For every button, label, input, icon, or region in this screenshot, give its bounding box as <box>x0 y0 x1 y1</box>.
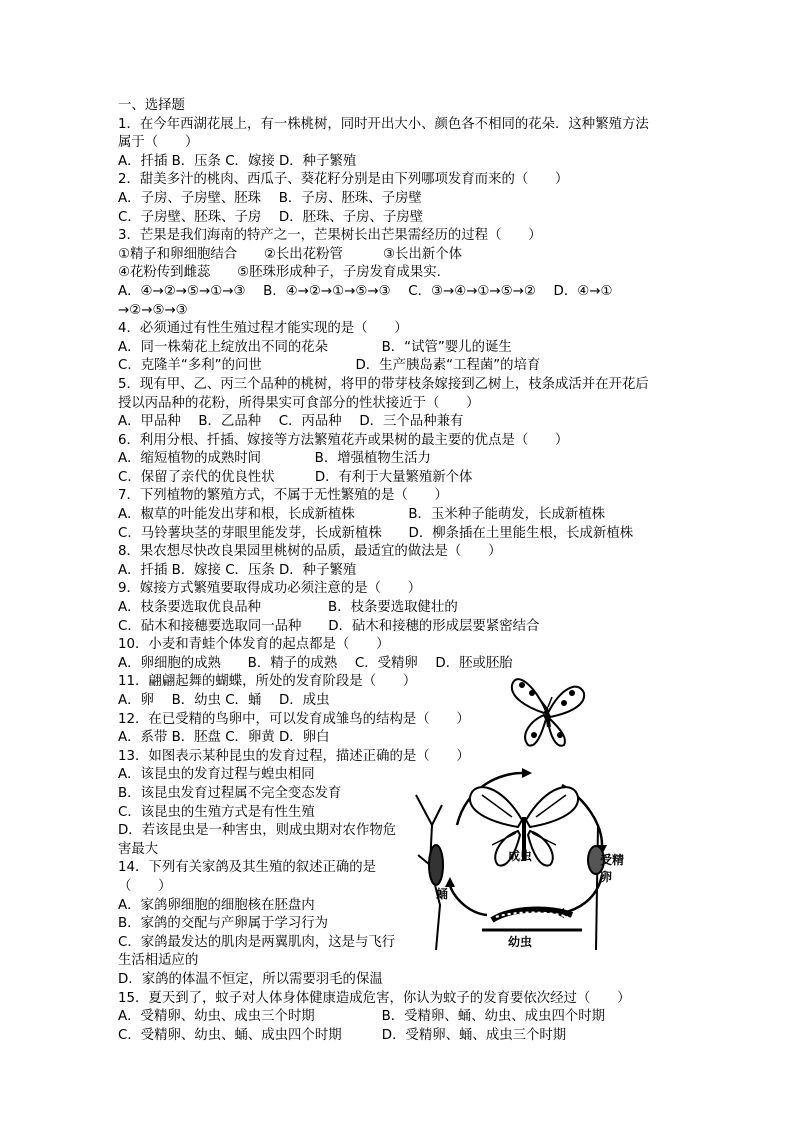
text-line: →②→⑤→③ <box>118 302 188 318</box>
text-line: A．扦插 B．嫁接 C．压条 D．种子繁殖 <box>118 562 357 578</box>
pupa-icon <box>416 795 443 950</box>
text-line: A．枝条要选取优良品种 B．枝条要选取健壮的 <box>118 600 458 616</box>
text-line: 害最大 <box>118 841 159 857</box>
larva-icon <box>482 910 582 930</box>
text-line: 授以丙品种的花粉，所得果实可食部分的性状接近于（ ） <box>118 395 480 411</box>
text-line: 1．在今年西湖花展上，有一株桃树，同时开出大小、颜色各不相同的花朵．这种繁殖方法 <box>118 116 649 132</box>
text-line: 生活相适应的 <box>118 953 199 969</box>
text-line: A．卵细胞的成熟 B．精子的成熟 C．受精卵 D．胚或胚胎 <box>118 655 513 671</box>
text-line: A．卵 B．幼虫 C．蛹 D．成虫 <box>118 693 330 708</box>
text-line: A．同一株菊花上绽放出不同的花朵 B．“试管”婴儿的诞生 <box>118 339 512 355</box>
text-line: A．家鸽卵细胞的细胞核在胚盘内 <box>118 897 315 913</box>
text-line: 5．现有甲、乙、丙三个品种的桃树，将甲的带芽枝条嫁接到乙树上，枝条成活并在开花后 <box>118 376 649 392</box>
text-line: 4．必须通过有性生殖过程才能实现的是（ ） <box>118 321 408 337</box>
text-line: 10．小麦和青蛙个体发育的起点都是（ ） <box>118 637 390 653</box>
text-line: A．受精卵、幼虫、成虫三个时期 B．受精卵、蛹、幼虫、成虫四个时期 <box>118 1009 606 1025</box>
life-cycle-diagram <box>412 765 634 953</box>
label-egg: 受精卵 <box>600 853 625 884</box>
section-title: 一、选择题 <box>118 98 185 113</box>
text-line: （ ） <box>118 878 172 894</box>
text-line: B．家鸽的交配与产卵属于学习行为 <box>118 916 329 932</box>
label-larva: 幼虫 <box>508 935 533 949</box>
text-line: A．扦插 B．压条 C．嫁接 D．种子繁殖 <box>118 153 357 169</box>
text-line: 14．下列有关家鸽及其生殖的叙述正确的是 <box>118 860 377 876</box>
text-line: A．椒草的叶能发出芽和根，长成新植株 B．玉米种子能萌发，长成新植株 <box>118 507 606 523</box>
text-line: 2．甜美多汁的桃肉、西瓜子、葵花籽分别是由下列哪项发育而来的（ ） <box>118 172 569 188</box>
text-line: A．系带 B．胚盘 C．卵黄 D．卵白 <box>118 730 330 746</box>
text-line: A．缩短植物的成熟时间 B．增强植物生活力 <box>118 451 431 467</box>
text-line: A．④→②→⑤→①→③ B．④→②→①→⑤→③ C．③→④→①→⑤→② D．④→① <box>118 283 613 299</box>
text-line: 15．夏天到了，蚊子对人体身体健康造成危害，你认为蚊子的发育要依次经过（ ） <box>118 990 631 1006</box>
text-line: C．家鸽最发达的肌肉是两翼肌肉，这是与飞行 <box>118 934 396 950</box>
text-line: B．该昆虫发育过程属不完全变态发育 <box>118 785 342 801</box>
text-line: D．家鸽的体温不恒定，所以需要羽毛的保温 <box>118 971 383 987</box>
text-line: A．子房、子房壁、胚珠 B．子房、胚珠、子房壁 <box>118 190 422 206</box>
text-line <box>118 1045 688 1064</box>
text-line: C．受精卵、幼虫、蛹、成虫四个时期 D．受精卵、蛹、成虫三个时期 <box>118 1027 567 1043</box>
text-line: C．马铃薯块茎的芽眼里能发芽，长成新植株 D．柳条插在土里能生根，长成新植株 <box>118 525 634 541</box>
text-line: C．砧木和接穗要选取同一品种 D．砧木和接穗的形成层要紧密结合 <box>118 618 540 634</box>
text-line: ①精子和卵细胞结合 ②长出花粉管 ③长出新个体 <box>118 246 462 262</box>
text-line: C．保留了亲代的优良性状 D．有利于大量繁殖新个体 <box>118 469 473 485</box>
text-line: 8．果农想尽快改良果园里桃树的品质，最适宜的做法是（ ） <box>118 544 502 560</box>
text-line: 9．嫁接方式繁殖要取得成功必须注意的是（ ） <box>118 581 422 597</box>
label-adult: 成虫 <box>508 849 533 863</box>
label-pupa: 蛹 <box>436 887 449 901</box>
butterfly-image <box>508 663 588 753</box>
text-line: C．子房壁、胚珠、子房 D．胚珠、子房、子房壁 <box>118 209 424 225</box>
text-line: C．该昆虫的生殖方式是有性生殖 <box>118 804 315 820</box>
text-line: 12．在已受精的鸟卵中，可以发育成雏鸟的结构是（ ） <box>118 711 470 727</box>
text-line: 11．翩翩起舞的蝴蝶，所处的发育阶段是（ ） <box>118 674 417 690</box>
text-line: D．若该昆虫是一种害虫，则成虫期对农作物危 <box>118 823 397 839</box>
text-line: 7．下列植物的繁殖方式，不属于无性繁殖的是（ ） <box>118 488 448 504</box>
text-line: 3．芒果是我们海南的特产之一，芒果树长出芒果需经历的过程（ ） <box>118 228 542 244</box>
text-line: C．克隆羊“多利”的问世 D．生产胰岛素“工程菌”的培育 <box>118 358 541 374</box>
arrow-larva-to-pupa <box>450 885 487 915</box>
text-line: 6．利用分根、扦插、嫁接等方法繁殖花卉或果树的最主要的优点是（ ） <box>118 432 569 448</box>
text-line: 属于（ ） <box>118 135 199 151</box>
text-line: ④花粉传到雌蕊 ⑤胚珠形成种子，子房发育成果实． <box>118 265 450 281</box>
text-line: A．甲品种 B．乙品种 C．丙品种 D．三个品种兼有 <box>118 414 464 430</box>
text-line: 13．如图表示某种昆虫的发育过程，描述正确的是（ ） <box>118 748 470 764</box>
text-line: A．该昆虫的发育过程与蝗虫相同 <box>118 767 315 783</box>
